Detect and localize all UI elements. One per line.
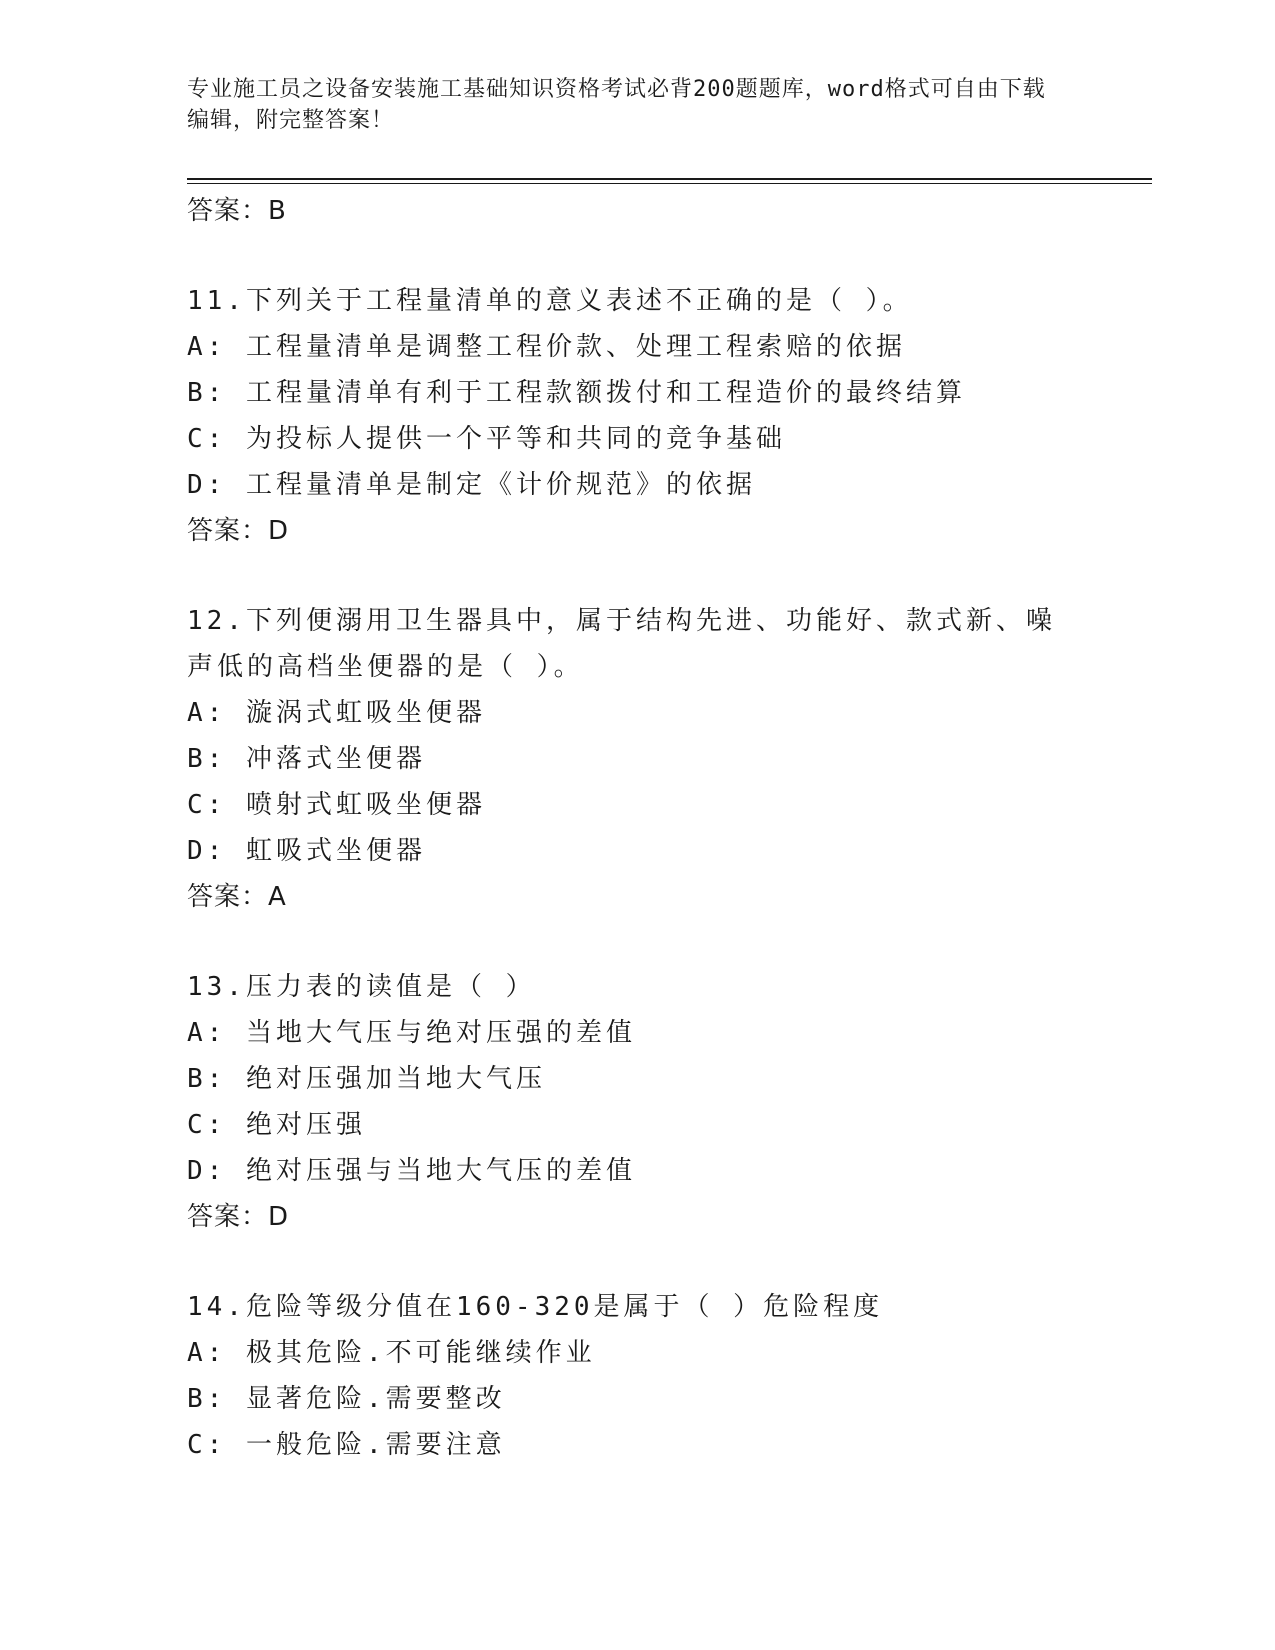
question-stem: 11.下列关于工程量清单的意义表述不正确的是（ ）。 <box>187 286 913 316</box>
spacer <box>187 234 1087 278</box>
option-c: C: 为投标人提供一个平等和共同的竞争基础 <box>187 424 786 454</box>
option-a: A: 漩涡式虹吸坐便器 <box>187 698 486 728</box>
answer-line: 答案：A <box>187 882 287 912</box>
question-item <box>187 598 1087 920</box>
spacer <box>187 1240 1087 1284</box>
option-c: C: 绝对压强 <box>187 1110 366 1140</box>
option-a: A: 极其危险.不可能继续作业 <box>187 1338 596 1368</box>
option-c: C: 一般危险.需要注意 <box>187 1430 506 1460</box>
option-d: D: 工程量清单是制定《计价规范》的依据 <box>187 470 756 500</box>
option-a: A: 当地大气压与绝对压强的差值 <box>187 1018 636 1048</box>
spacer <box>187 554 1087 598</box>
question-item <box>187 1284 1087 1468</box>
question-list <box>187 188 1087 1468</box>
option-d: D: 绝对压强与当地大气压的差值 <box>187 1156 636 1186</box>
option-a: A: 工程量清单是调整工程价款、处理工程索赔的依据 <box>187 332 906 362</box>
answer-line: 答案：D <box>187 1202 290 1232</box>
spacer <box>187 920 1087 964</box>
option-c: C: 喷射式虹吸坐便器 <box>187 790 486 820</box>
option-d: D: 虹吸式坐便器 <box>187 836 426 866</box>
option-b: B: 工程量清单有利于工程款额拨付和工程造价的最终结算 <box>187 378 966 408</box>
document-header: 专业施工员之设备安装施工基础知识资格考试必背200题题库，word格式可自由下载编辑，附完整答案！ <box>187 77 1046 133</box>
option-b: B: 绝对压强加当地大气压 <box>187 1064 546 1094</box>
question-stem: 13.压力表的读值是（ ） <box>187 972 536 1002</box>
question-stem: 12.下列便溺用卫生器具中，属于结构先进、功能好、款式新、噪声低的高档坐便器的是（ ）。 <box>187 606 1056 682</box>
question-stem: 14.危险等级分值在160-320是属于（ ）危险程度 <box>187 1292 884 1322</box>
option-b: B: 冲落式坐便器 <box>187 744 426 774</box>
answer-line: 答案：B <box>187 196 287 226</box>
header-divider-thick <box>187 178 1152 180</box>
question-item <box>187 278 1087 554</box>
question-item <box>187 964 1087 1240</box>
header-divider-thin <box>187 183 1152 184</box>
answer-line: 答案：D <box>187 516 290 546</box>
option-b: B: 显著危险.需要整改 <box>187 1384 506 1414</box>
